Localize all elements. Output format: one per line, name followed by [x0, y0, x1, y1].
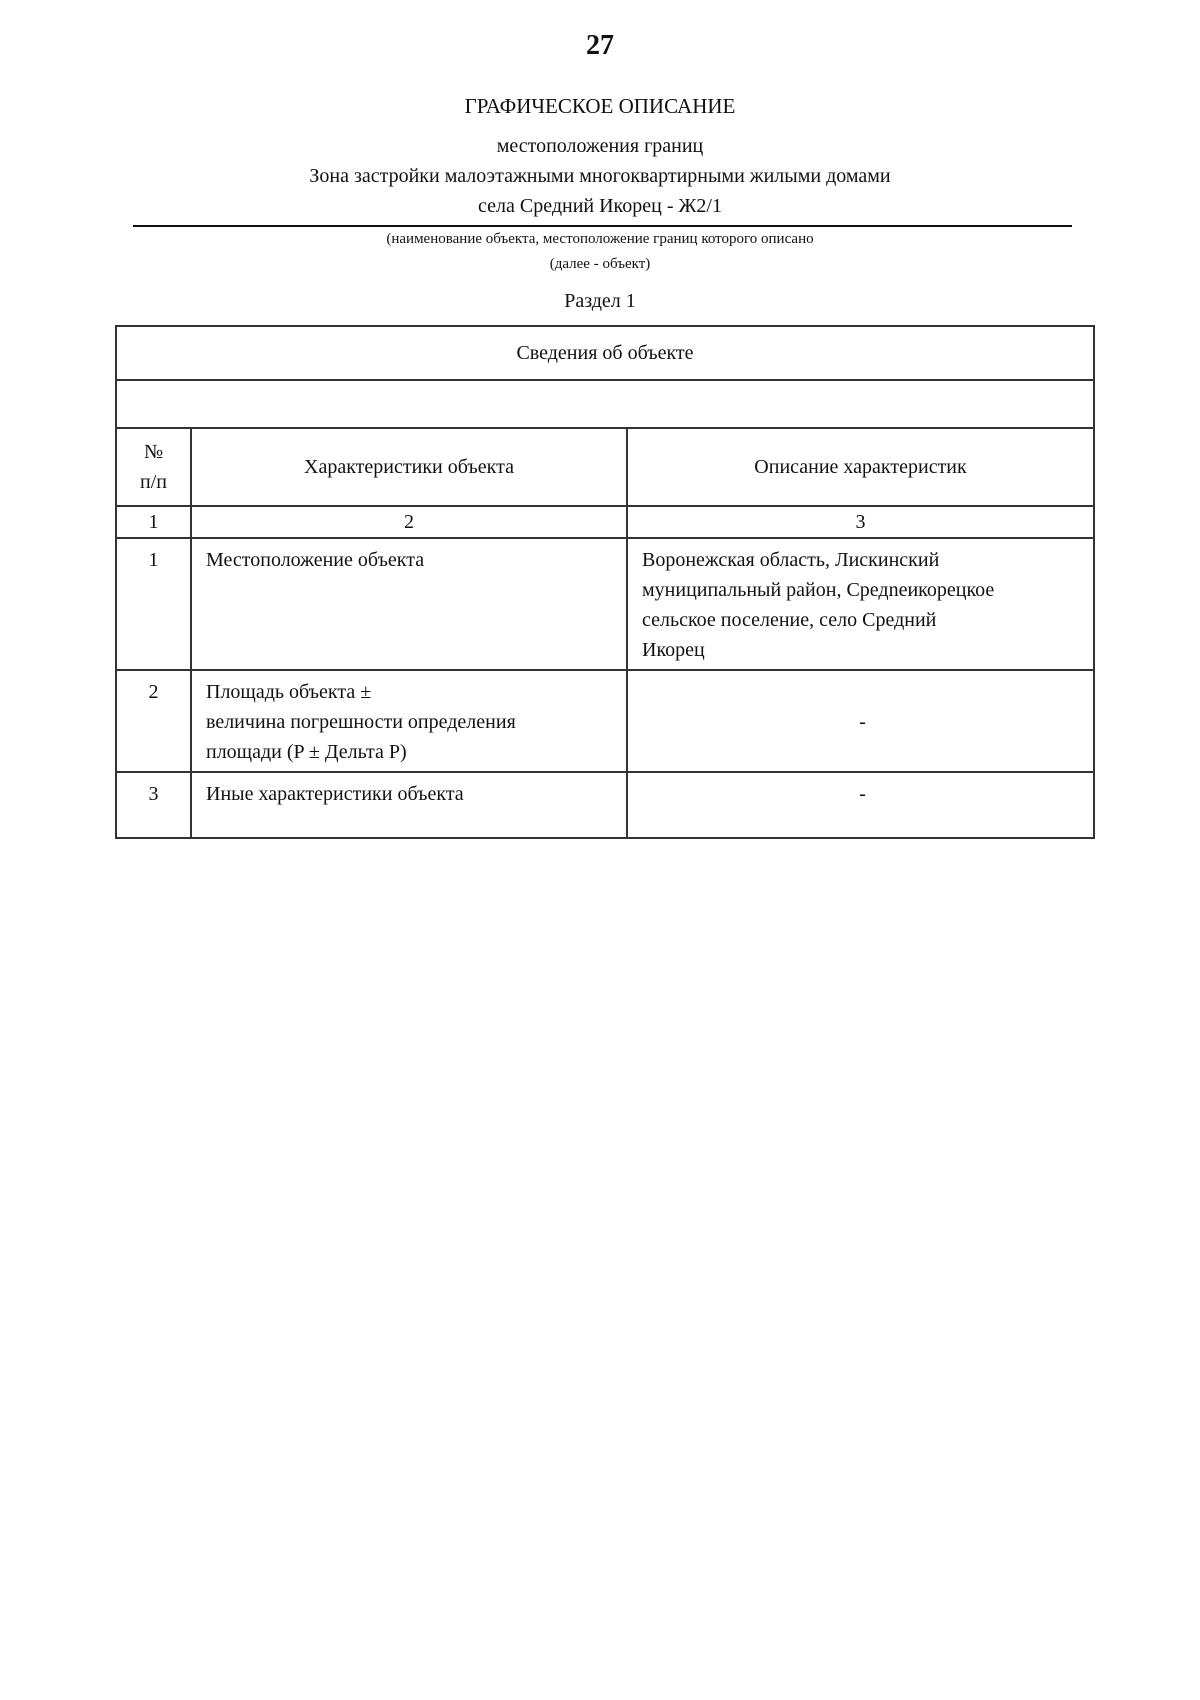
title-underline: [133, 225, 1072, 227]
table-row: [116, 538, 1094, 670]
description-line: Икорец: [642, 639, 705, 661]
column-number-abbrev: п/п: [140, 471, 167, 493]
column-header-number: [116, 428, 191, 506]
table-header: Сведения об объекте: [116, 326, 1094, 380]
page-number: 27: [586, 30, 614, 61]
characteristic-text: Иные характеристики объекта: [206, 783, 464, 805]
table-empty-cell: [116, 380, 1094, 428]
characteristic-text: площади (P ± Дельта P): [206, 741, 407, 763]
description-line: сельское поселение, село Средний: [642, 609, 937, 631]
caption-line-1: (наименование объекта, местоположение границ которого описано: [386, 231, 814, 247]
column-header-description: Описание характеристик: [627, 428, 1094, 506]
column-header-characteristics: Характеристики объекта: [191, 428, 627, 506]
column-index-1: 1: [116, 506, 191, 538]
table-empty-row: [116, 380, 1094, 428]
row-description: [627, 538, 1094, 670]
table-header-row: [116, 326, 1094, 380]
row-number: 2: [116, 670, 191, 772]
caption-line-2: (далее - объект): [549, 256, 651, 272]
row-characteristic: [191, 772, 627, 838]
section-label: Раздел 1: [564, 290, 636, 312]
column-index-3: 3: [627, 506, 1094, 538]
row-description: -: [627, 772, 1094, 838]
document-title: ГРАФИЧЕСКОЕ ОПИСАНИЕ: [464, 94, 736, 118]
subtitle-line-2: Зона застройки малоэтажными многоквартирными жилыми домами: [309, 165, 891, 187]
characteristic-text: Площадь объекта ±: [206, 681, 372, 703]
row-number: 3: [116, 772, 191, 838]
table-row: [116, 772, 1094, 838]
characteristic-text: величина погрешности определения: [206, 711, 516, 733]
object-info-table: [115, 325, 1095, 839]
description-line: муниципальный район, Средneикорецкое: [642, 579, 995, 601]
column-header-row: [116, 428, 1094, 506]
row-description: -: [627, 670, 1094, 772]
column-index-row: [116, 506, 1094, 538]
row-characteristic: [191, 538, 627, 670]
row-number: 1: [116, 538, 191, 670]
table-row: [116, 670, 1094, 772]
column-number-symbol: №: [143, 441, 164, 463]
column-index-2: 2: [191, 506, 627, 538]
row-characteristic: [191, 670, 627, 772]
subtitle-line-3: села Средний Икорец - Ж2/1: [478, 195, 722, 217]
subtitle-line-1: местоположения границ: [496, 135, 704, 157]
characteristic-text: Местоположение объекта: [206, 549, 425, 571]
description-line: Воронежская область, Лискинский: [642, 549, 940, 571]
